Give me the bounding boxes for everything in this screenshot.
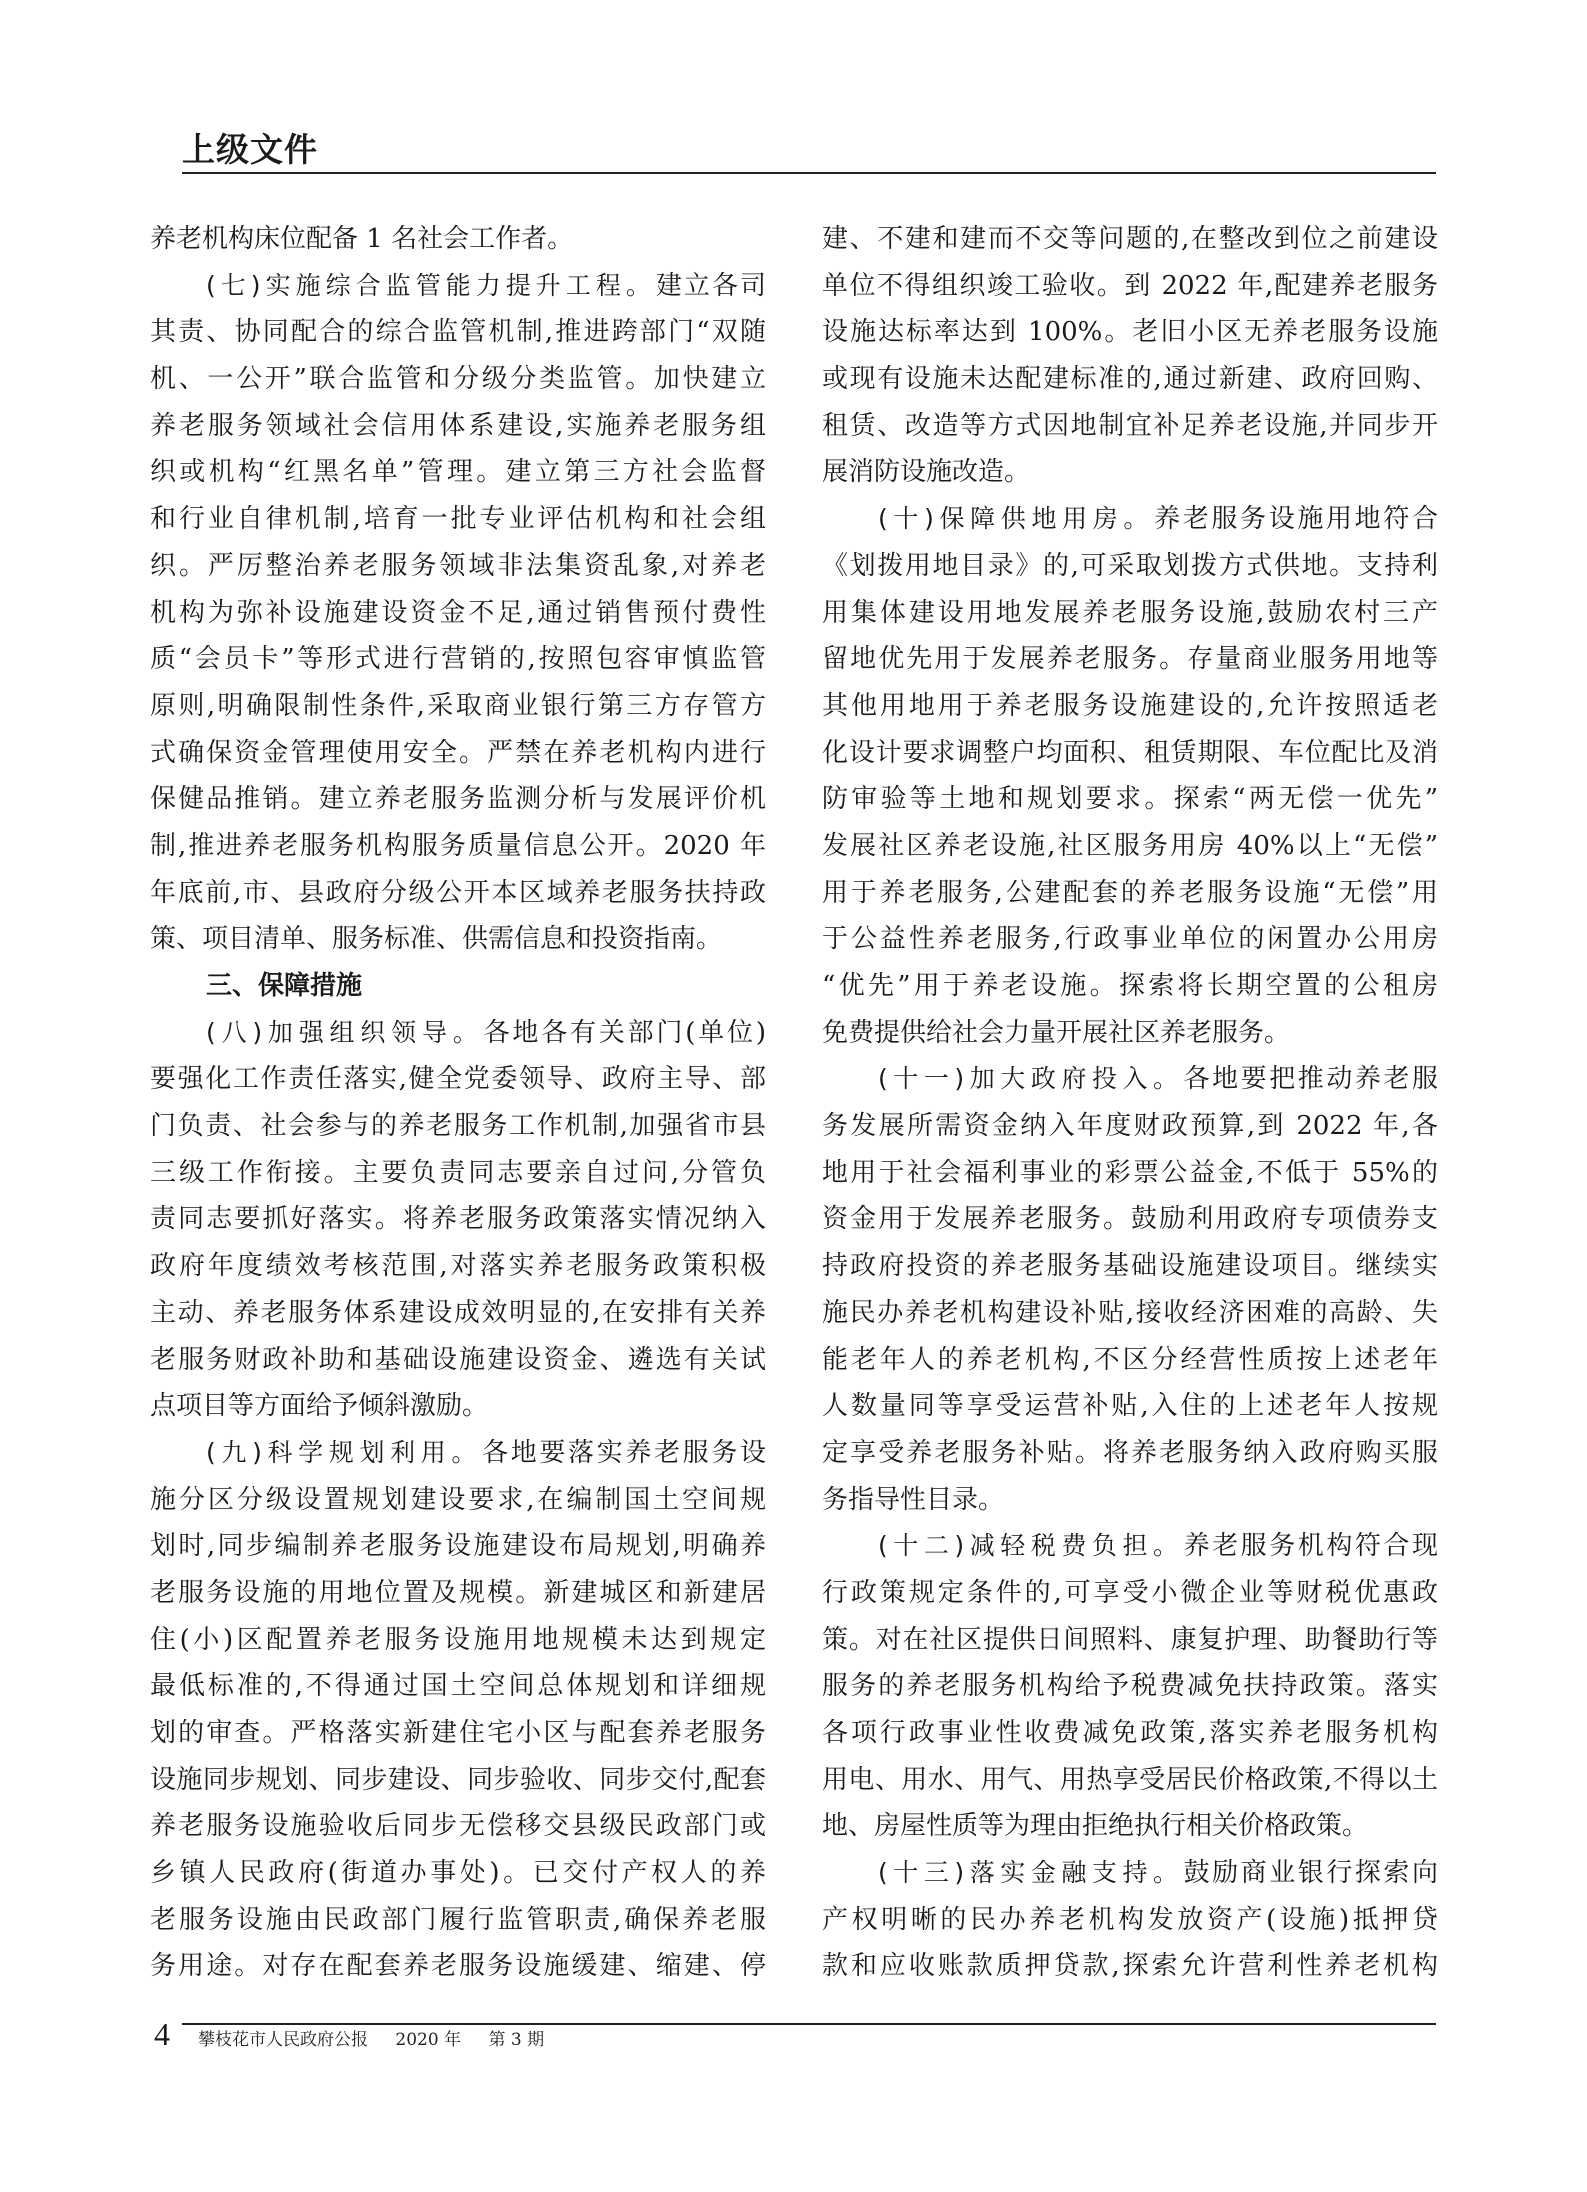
line-text: 策。对在社区提供日间照料、康复护理、助餐助行等 [822, 1624, 1438, 1655]
text-line [150, 1010, 766, 1057]
line-text: 乡镇人民政府(街道办事处)。已交付产权人的养 [150, 1858, 766, 1889]
text-line [822, 1757, 1438, 1804]
line-text: 于公益性养老服务,行政事业单位的闲置办公用房 [822, 924, 1438, 955]
text-line [150, 1056, 766, 1103]
line-text: 免费提供给社会力量开展社区养老服务。 [822, 1017, 1291, 1048]
line-text: 用电、用水、用气、用热享受居民价格政策,不得以土 [822, 1764, 1438, 1795]
text-line [822, 309, 1438, 356]
line-text: 务发展所需资金纳入年度财政预算,到 2022 年,各 [822, 1111, 1438, 1142]
text-line [150, 1897, 766, 1944]
line-text: 住(小)区配置养老服务设施用地规模未达到规定 [150, 1624, 766, 1655]
text-line [150, 636, 766, 683]
text-line [822, 543, 1438, 590]
footer-publication-info [198, 2028, 566, 2052]
header-rule [182, 172, 1436, 174]
line-text: 产权明晰的民办养老机构发放资产(设施)抵押贷 [822, 1904, 1438, 1935]
line-text: 款和应收账款质押贷款,探索允许营利性养老机构 [822, 1951, 1438, 1982]
text-line [150, 216, 766, 263]
text-line [822, 590, 1438, 637]
line-text: 织。严厉整治养老服务领域非法集资乱象,对养老 [150, 550, 766, 581]
line-text: 养老服务设施验收后同步无偿移交县级民政部门或 [150, 1811, 766, 1842]
line-text: 划时,同步编制养老服务设施建设布局规划,明确养 [150, 1531, 766, 1562]
text-line [150, 1803, 766, 1850]
line-text: 最低标准的,不得通过国土空间总体规划和详细规 [150, 1671, 766, 1702]
text-line [150, 449, 766, 496]
text-line [150, 263, 766, 310]
subsection-title: (九)科学规划利用。 [206, 1437, 483, 1467]
text-line [822, 496, 1438, 543]
line-text: 单位不得组织竣工验收。到 2022 年,配建养老服务 [822, 270, 1438, 301]
line-text: 老服务设施的用地位置及规模。新建城区和新建居 [150, 1577, 766, 1608]
text-line [822, 963, 1438, 1010]
text-line [150, 776, 766, 823]
publication-name: 攀枝花市人民政府公报 [198, 2030, 368, 2050]
line-text: 地用于社会福利事业的彩票公益金,不低于 55%的 [822, 1157, 1438, 1188]
line-text: 养老机构床位配备 1 名社会工作者。 [150, 224, 574, 254]
text-line [822, 1943, 1438, 1990]
text-line [822, 730, 1438, 777]
text-line [150, 356, 766, 403]
text-line [822, 449, 1438, 496]
text-line [150, 1477, 766, 1524]
line-text: 其他用地用于养老服务设施建设的,允许按照适老 [822, 690, 1438, 721]
line-text: 《划拨用地目录》的,可采取划拨方式供地。支持利 [822, 550, 1438, 581]
line-text: 织或机构“红黑名单”管理。建立第三方社会监督 [150, 457, 766, 488]
text-line [150, 1383, 766, 1430]
text-line [822, 1010, 1438, 1057]
text-line [150, 1663, 766, 1710]
text-line [822, 916, 1438, 963]
text-line [822, 1710, 1438, 1757]
line-text: 老服务设施由民政部门履行监管职责,确保养老服 [150, 1904, 766, 1935]
text-line [822, 1477, 1438, 1524]
line-text: 三、保障措施 [206, 971, 363, 1001]
line-text: 服务的养老服务机构给予税费减免扶持政策。落实 [822, 1671, 1438, 1702]
text-line [822, 1897, 1438, 1944]
line-text: 设施达标率达到 100%。老旧小区无养老服务设施 [822, 317, 1438, 348]
line-text: 各项行政事业性收费减免政策,落实养老服务机构 [822, 1718, 1438, 1748]
left-column [150, 216, 766, 1990]
subsection-title: (十三)落实金融支持。 [878, 1858, 1184, 1888]
line-text: 机构为弥补设施建设资金不足,通过销售预付费性 [150, 597, 766, 628]
line-text: 务用途。对存在配套养老服务设施缓建、缩建、停 [150, 1951, 766, 1982]
text-line [150, 1290, 766, 1337]
text-line [150, 496, 766, 543]
text-line [150, 916, 766, 963]
text-line [150, 1337, 766, 1384]
subsection-title: (十)保障供地用房。 [878, 504, 1155, 534]
line-text: “优先”用于养老设施。探索将长期空置的公租房 [822, 971, 1438, 1001]
text-line [150, 1523, 766, 1570]
text-line [150, 309, 766, 356]
text-line [150, 1850, 766, 1897]
line-text: 老服务财政补助和基础设施建设资金、遴选有关试 [150, 1344, 766, 1375]
text-line [822, 1850, 1438, 1897]
line-text: 施民办养老机构建设补贴,接收经济困难的高龄、失 [822, 1297, 1438, 1328]
text-line [822, 1243, 1438, 1290]
line-text: 要强化工作责任落实,健全党委领导、政府主导、部 [150, 1064, 766, 1095]
text-line [150, 1570, 766, 1617]
text-line [150, 870, 766, 917]
text-line [150, 1757, 766, 1804]
publication-year: 2020 年 [395, 2030, 462, 2050]
text-line [150, 590, 766, 637]
line-text: 建立各司 [655, 270, 766, 301]
line-text: 施分区分级设置规划建设要求,在编制国土空间规 [150, 1484, 766, 1515]
text-line [822, 1337, 1438, 1384]
text-line [150, 543, 766, 590]
text-line [822, 870, 1438, 917]
line-text: 划的审查。严格落实新建住宅小区与配套养老服务 [150, 1718, 766, 1748]
line-text: 留地优先用于发展养老服务。存量商业服务用地等 [822, 644, 1438, 675]
line-text: 用于养老服务,公建配套的养老服务设施“无偿”用 [822, 877, 1438, 908]
section-title: 上级文件 [182, 130, 318, 169]
text-line [150, 683, 766, 730]
text-line [150, 1943, 766, 1990]
line-text: 质“会员卡”等形式进行营销的,按照包容审慎监管 [150, 644, 766, 675]
subsection-title: (十一)加大政府投入。 [878, 1064, 1184, 1094]
text-line [150, 730, 766, 777]
text-line [822, 216, 1438, 263]
text-line [822, 823, 1438, 870]
line-text: 式确保资金管理使用安全。严禁在养老机构内进行 [150, 737, 766, 768]
text-line [150, 1430, 766, 1477]
line-text: 租赁、改造等方式因地制宜补足养老设施,并同步开 [822, 410, 1438, 441]
line-text: 原则,明确限制性条件,采取商业银行第三方存管方 [150, 690, 766, 721]
line-text: 养老服务机构符合现 [1183, 1531, 1438, 1562]
page-number: 4 [154, 2016, 170, 2052]
section-heading [150, 963, 766, 1010]
line-text: 鼓励商业银行探索向 [1183, 1858, 1438, 1889]
line-text: 资金用于发展养老服务。鼓励利用政府专项债券支 [822, 1204, 1438, 1235]
text-line [150, 1103, 766, 1150]
line-text: 养老服务领域社会信用体系建设,实施养老服务组 [150, 410, 766, 441]
text-line [822, 776, 1438, 823]
line-text: 持政府投资的养老服务基础设施建设项目。继续实 [822, 1251, 1438, 1282]
subsection-title: (八)加强组织领导。 [206, 1017, 484, 1047]
text-line [822, 1103, 1438, 1150]
line-text: 政府年度绩效考核范围,对落实养老服务政策积极 [150, 1251, 766, 1282]
line-text: 务指导性目录。 [822, 1484, 1005, 1515]
text-line [822, 263, 1438, 310]
text-line [822, 1570, 1438, 1617]
line-text: 三级工作衔接。主要负责同志要亲自过问,分管负 [150, 1157, 766, 1188]
line-text: 用集体建设用地发展养老服务设施,鼓励农村三产 [822, 597, 1438, 628]
text-line [822, 1523, 1438, 1570]
line-text: 各地各有关部门(单位) [483, 1017, 766, 1048]
publication-issue: 第 3 期 [488, 2030, 545, 2050]
right-column [822, 216, 1438, 1990]
text-line [822, 1290, 1438, 1337]
text-line [150, 1710, 766, 1757]
text-line [822, 1383, 1438, 1430]
text-line [822, 1056, 1438, 1103]
line-text: 制,推进养老服务机构服务质量信息公开。2020 年 [150, 830, 766, 861]
text-line [150, 1243, 766, 1290]
line-text: 设施同步规划、同步建设、同步验收、同步交付,配套 [150, 1764, 766, 1795]
text-line [822, 356, 1438, 403]
line-text: 各地要落实养老服务设 [482, 1437, 766, 1468]
text-line [150, 403, 766, 450]
line-text: 定享受养老服务补贴。将养老服务纳入政府购买服 [822, 1437, 1438, 1468]
line-text: 点项目等方面给予倾斜激励。 [150, 1391, 489, 1422]
subsection-title: (十二)减轻税费负担。 [878, 1531, 1184, 1561]
text-line [150, 1196, 766, 1243]
line-text: 防审验等土地和规划要求。探索“两无偿一优先” [822, 784, 1438, 815]
text-line [822, 636, 1438, 683]
line-text: 保健品推销。建立养老服务监测分析与发展评价机 [150, 784, 766, 815]
line-text: 年底前,市、县政府分级公开本区域养老服务扶持政 [150, 877, 766, 908]
line-text: 发展社区养老设施,社区服务用房 40%以上“无偿” [822, 830, 1438, 861]
line-text: 策、项目清单、服务标准、供需信息和投资指南。 [150, 924, 723, 955]
text-line [822, 403, 1438, 450]
line-text: 地、房屋性质等为理由拒绝执行相关价格政策。 [822, 1811, 1369, 1842]
line-text: 机、一公开”联合监管和分级分类监管。加快建立 [150, 364, 766, 395]
text-line [822, 1617, 1438, 1664]
line-text: 其责、协同配合的综合监管机制,推进跨部门“双随 [150, 317, 766, 348]
line-text: 行政策规定条件的,可享受小微企业等财税优惠政 [822, 1577, 1438, 1608]
footer-rule [182, 2023, 1436, 2025]
line-text: 责同志要抓好落实。将养老服务政策落实情况纳入 [150, 1204, 766, 1235]
line-text: 和行业自律机制,培育一批专业评估机构和社会组 [150, 504, 766, 535]
line-text: 主动、养老服务体系建设成效明显的,在安排有关养 [150, 1297, 766, 1328]
subsection-title: (七)实施综合监管能力提升工程。 [206, 270, 656, 300]
text-line [822, 683, 1438, 730]
text-line [822, 1803, 1438, 1850]
line-text: 门负责、社会参与的养老服务工作机制,加强省市县 [150, 1111, 766, 1142]
text-line [822, 1430, 1438, 1477]
text-line [822, 1150, 1438, 1197]
line-text: 能老年人的养老机构,不区分经营性质按上述老年 [822, 1344, 1438, 1375]
line-text: 展消防设施改造。 [822, 457, 1031, 488]
text-line [150, 823, 766, 870]
line-text: 或现有设施未达配建标准的,通过新建、政府回购、 [822, 364, 1438, 395]
text-line [822, 1196, 1438, 1243]
line-text: 建、不建和建而不交等问题的,在整改到位之前建设 [822, 224, 1438, 254]
line-text: 人数量同等享受运营补贴,入住的上述老年人按规 [822, 1391, 1438, 1422]
text-line [150, 1150, 766, 1197]
line-text: 化设计要求调整户均面积、租赁期限、车位配比及消 [822, 737, 1438, 768]
line-text: 养老服务设施用地符合 [1154, 504, 1438, 535]
line-text: 各地要把推动养老服 [1183, 1064, 1438, 1095]
text-line [822, 1663, 1438, 1710]
text-line [150, 1617, 766, 1664]
